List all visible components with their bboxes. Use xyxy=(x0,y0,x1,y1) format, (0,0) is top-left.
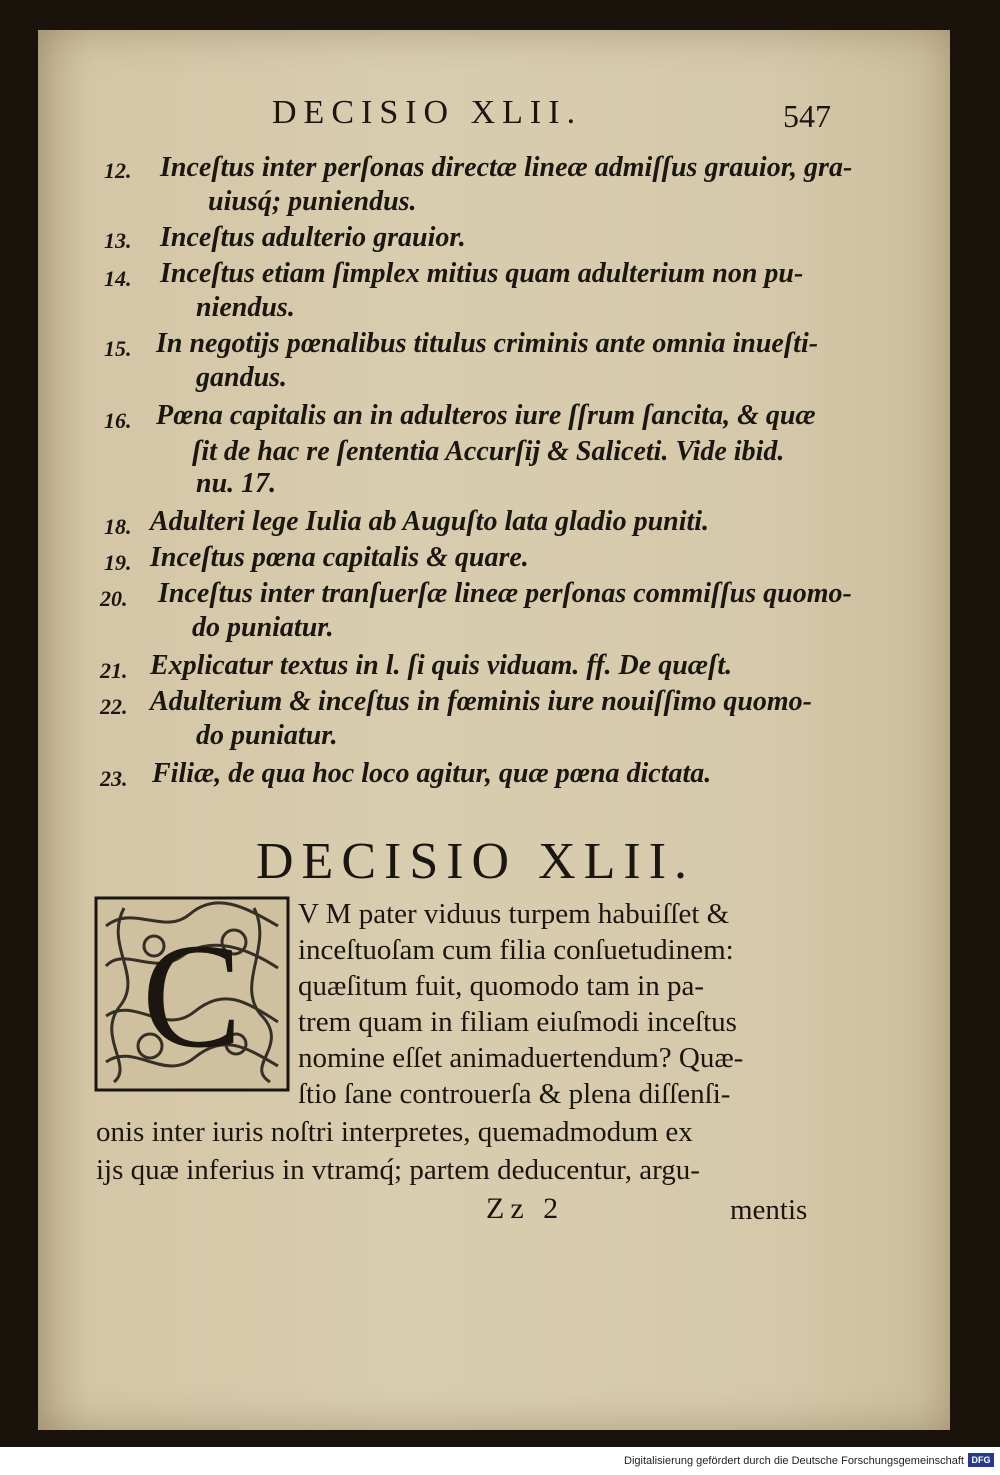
dfg-logo: DFG xyxy=(968,1453,994,1467)
catchword: mentis xyxy=(730,1194,808,1226)
digitization-credit: Digitalisierung gefördert durch die Deutsche Forschungsgemeinschaft xyxy=(624,1455,964,1467)
summary-number: 13. xyxy=(104,228,132,253)
summary-number: 20. xyxy=(100,586,128,611)
signature-mark: Zz 2 xyxy=(486,1192,565,1225)
body-line: nomine eſſet animaduertendum? Quæ- xyxy=(298,1042,744,1074)
summary-line: Filiæ, de qua hoc loco agitur, quæ pœna dictata. xyxy=(152,758,712,789)
summary-line: Inceſtus inter tranſuerſæ lineæ perſonas commiſſus quomo- xyxy=(158,578,852,609)
summary-number: 12. xyxy=(104,158,132,183)
summary-line: Pœna capitalis an in adulteros iure ſſrum ſancita, & quæ xyxy=(156,400,816,431)
summary-number: 21. xyxy=(100,658,128,683)
body-line: ſtio ſane controuerſa & plena diſſenſi- xyxy=(298,1078,731,1110)
summary-line: Adulteri lege Iulia ab Auguſto lata gladio puniti. xyxy=(150,506,710,537)
summary-line: Inceſtus pœna capitalis & quare. xyxy=(150,542,529,573)
page-number: 547 xyxy=(783,98,831,134)
summary-line: In negotijs pœnalibus titulus criminis ante omnia inueſti- xyxy=(156,328,819,359)
summary-line: Explicatur textus in l. ſi quis viduam. ff. De quæſt. xyxy=(150,650,733,681)
summary-line: do puniatur. xyxy=(196,720,338,751)
summary-line: niendus. xyxy=(196,292,295,323)
summary-number: 22. xyxy=(100,694,128,719)
decorated-initial-letter xyxy=(94,896,290,1092)
summary-line: Inceſtus inter perſonas directæ lineæ admiſſus grauior, gra- xyxy=(160,152,853,183)
summary-line: gandus. xyxy=(196,362,288,393)
summary-line: Inceſtus adulterio grauior. xyxy=(160,222,466,253)
body-line: trem quam in filiam eiuſmodi inceſtus xyxy=(298,1006,737,1038)
body-line: quæſitum fuit, quomodo tam in pa- xyxy=(298,970,704,1002)
body-line: inceſtuoſam cum filia conſuetudinem: xyxy=(298,934,734,966)
body-line: ijs quæ inferius in vtramq́; partem deducentur, argu- xyxy=(96,1154,700,1186)
summary-line: do puniatur. xyxy=(192,612,334,643)
summary-line: ſit de hac re ſententia Accurſij & Saliceti. Vide ibid. xyxy=(192,436,785,467)
summary-number: 18. xyxy=(104,514,132,539)
summary-number: 19. xyxy=(104,550,132,575)
summary-line: Inceſtus etiam ſimplex mitius quam adulterium non pu- xyxy=(160,258,804,289)
body-line: onis inter iuris noſtri interpretes, quemadmodum ex xyxy=(96,1116,693,1148)
svg-text:C: C xyxy=(141,913,243,1079)
summary-number: 15. xyxy=(104,336,132,361)
summary-line: Adulterium & inceſtus in fœminis iure nouiſſimo quomo- xyxy=(150,686,813,717)
section-heading: DECISIO XLII. xyxy=(256,833,696,890)
summary-line: nu. 17. xyxy=(196,468,277,499)
running-header-title: DECISIO XLII. xyxy=(272,94,583,131)
summary-number: 14. xyxy=(104,266,132,291)
footer-bar xyxy=(0,1447,1000,1475)
summary-line: uiusq́; puniendus. xyxy=(208,186,417,217)
summary-number: 16. xyxy=(104,408,132,433)
body-line: V M pater viduus turpem habuiſſet & xyxy=(298,898,730,930)
summary-number: 23. xyxy=(100,766,128,791)
